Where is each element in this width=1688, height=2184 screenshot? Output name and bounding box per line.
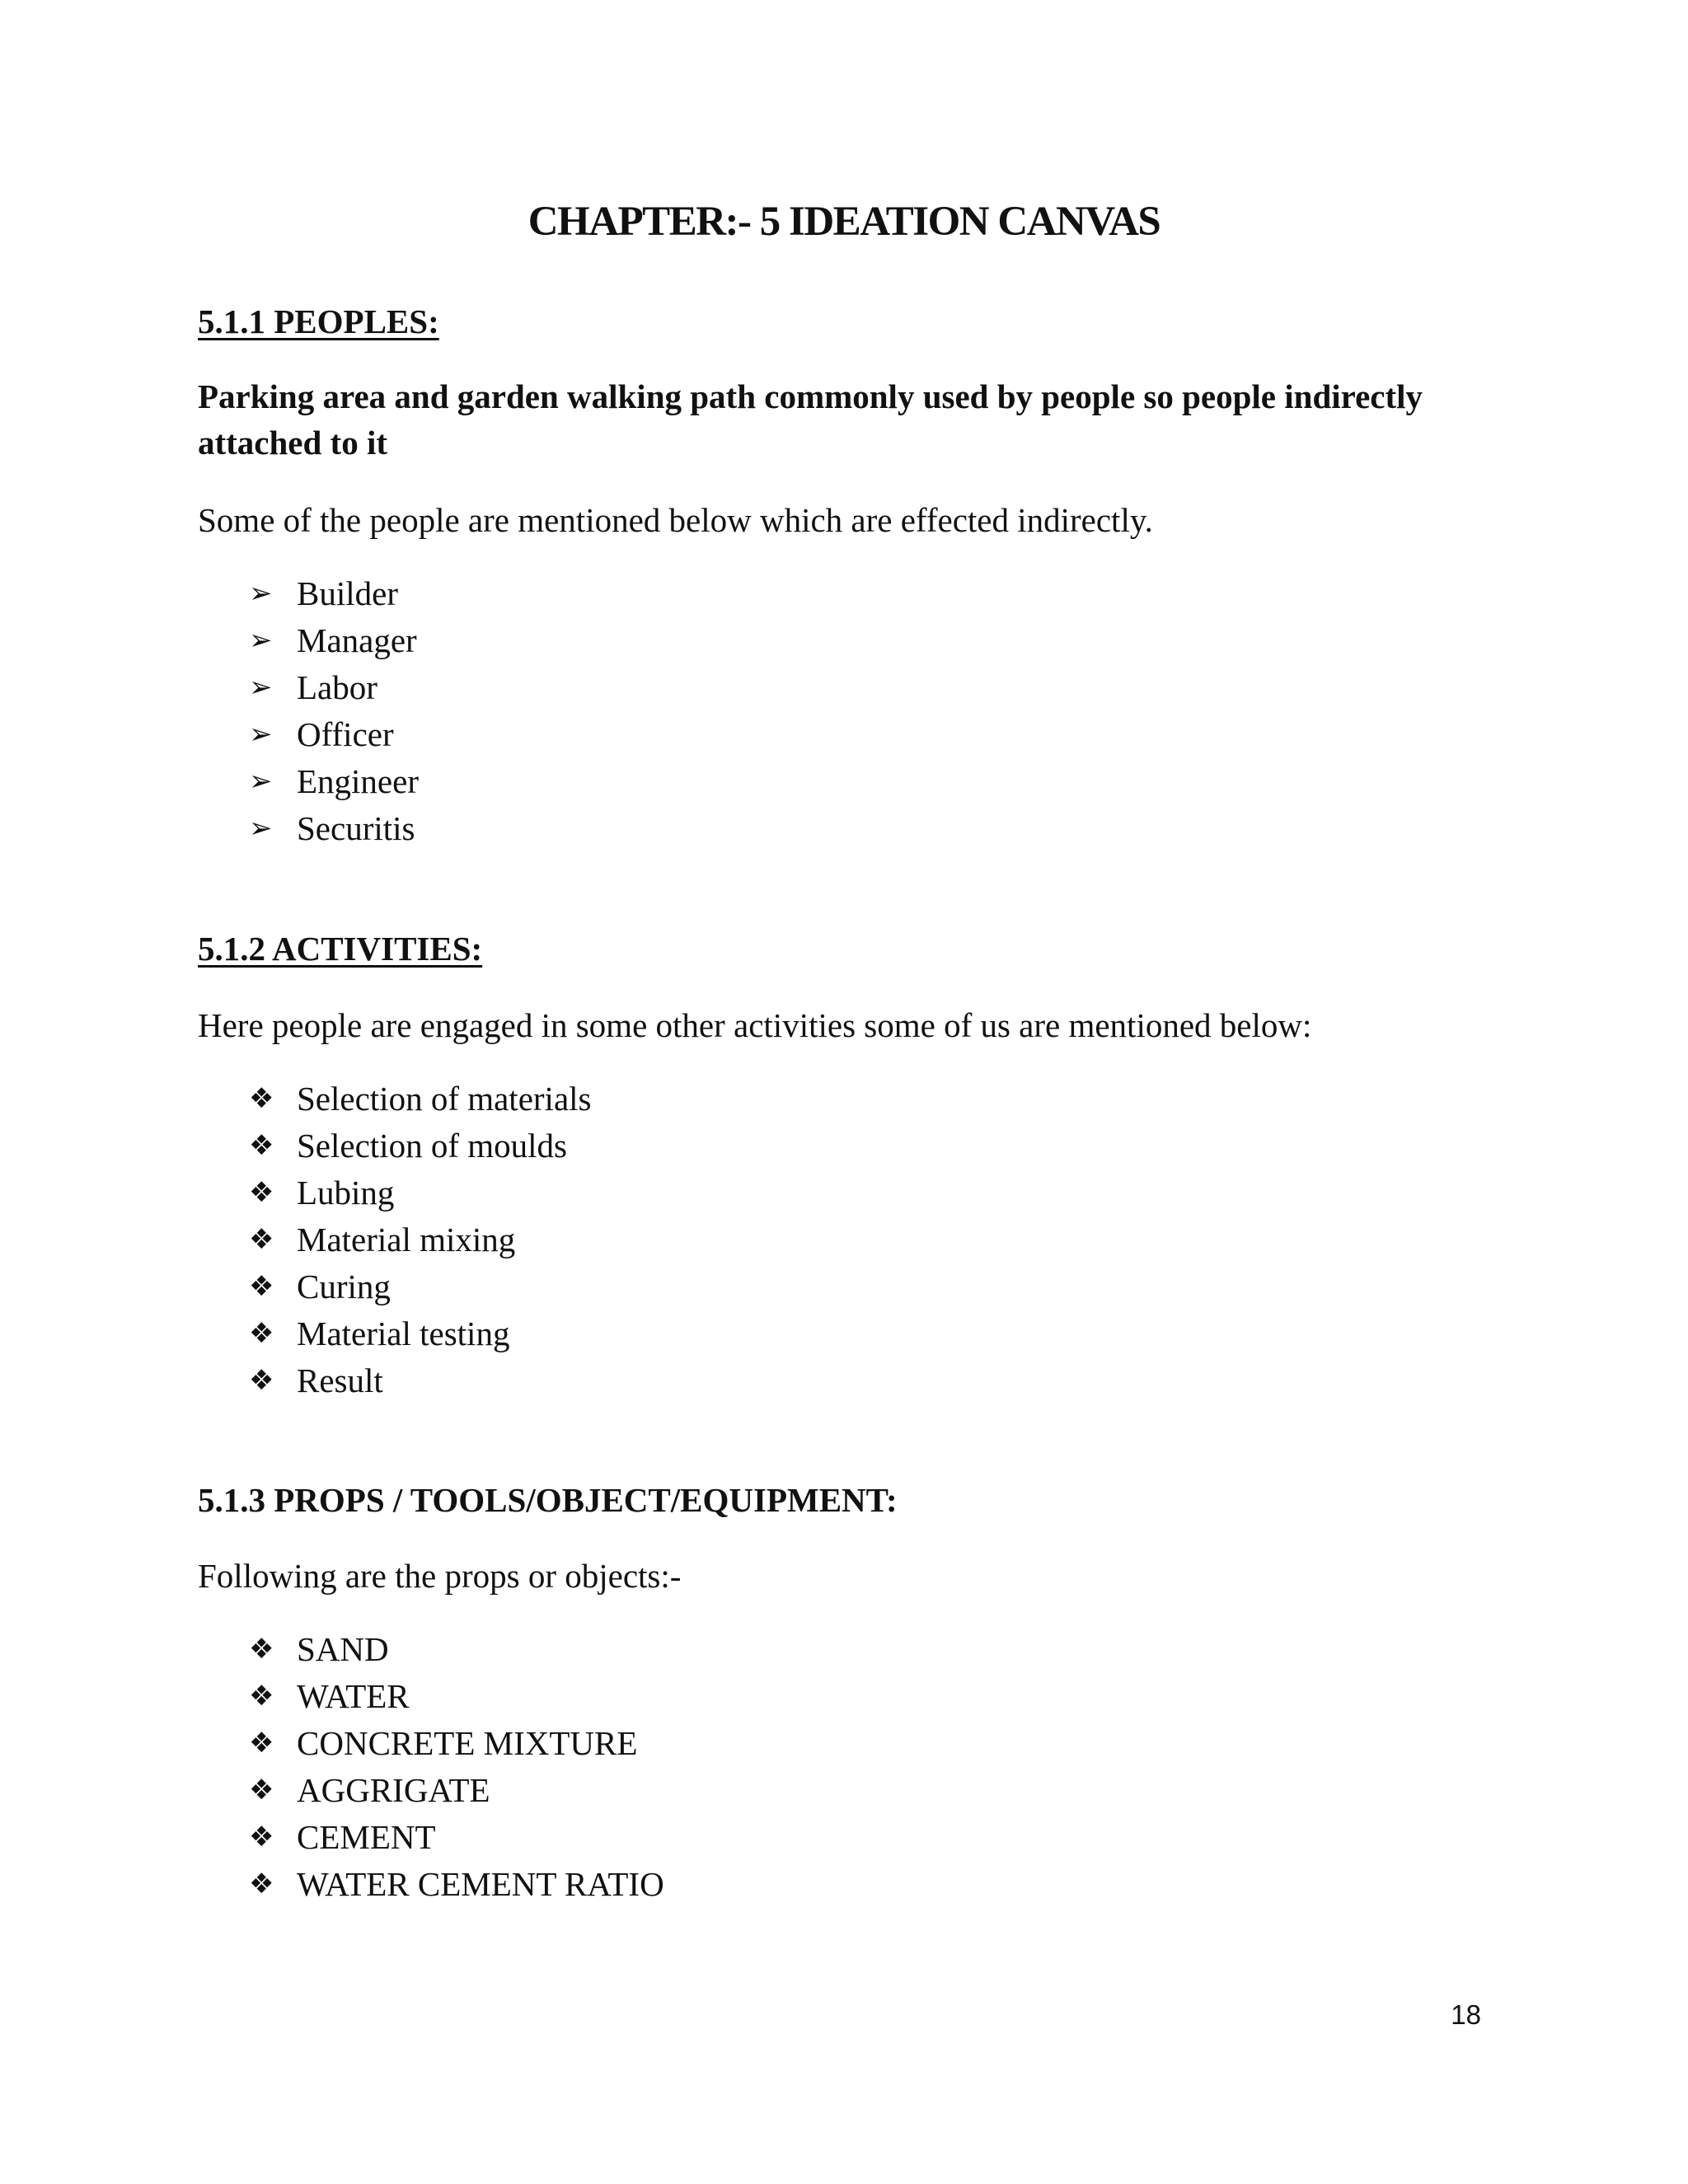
list-item (249, 805, 419, 852)
list-item (249, 1720, 664, 1767)
four-diamond-bullet-icon: ❖ (249, 1223, 274, 1256)
list-item (249, 1814, 664, 1861)
list-item-label: Manager (297, 621, 417, 659)
list-item-label: Selection of moulds (297, 1127, 567, 1165)
list-item (249, 1310, 592, 1357)
four-diamond-bullet-icon: ❖ (249, 1680, 274, 1713)
list-item-label: Engineer (297, 762, 419, 800)
list-item (249, 1767, 664, 1814)
list-item (249, 1076, 592, 1122)
four-diamond-bullet-icon: ❖ (249, 1082, 274, 1115)
list-item (249, 1673, 664, 1720)
four-diamond-bullet-icon: ❖ (249, 1868, 274, 1900)
four-diamond-bullet-icon: ❖ (249, 1727, 274, 1760)
arrowhead-bullet-icon: ➢ (249, 671, 273, 704)
list-item-label: Labor (297, 668, 377, 706)
four-diamond-bullet-icon: ❖ (249, 1176, 274, 1209)
four-diamond-bullet-icon: ❖ (249, 1270, 274, 1303)
list-item-label: CEMENT (297, 1818, 436, 1856)
arrowhead-bullet-icon: ➢ (249, 718, 273, 751)
arrowhead-bullet-icon: ➢ (249, 812, 273, 845)
list-item-label: Officer (297, 715, 394, 753)
peoples-intro: Some of the people are mentioned below which are effected indirectly. (198, 501, 1153, 539)
list-item (249, 1263, 592, 1310)
list-item (249, 1216, 592, 1263)
four-diamond-bullet-icon: ❖ (249, 1129, 274, 1162)
list-item (249, 1357, 592, 1404)
arrowhead-bullet-icon: ➢ (249, 577, 273, 610)
arrowhead-bullet-icon: ➢ (249, 624, 273, 657)
arrowhead-bullet-icon: ➢ (249, 765, 273, 798)
list-item-label: Curing (297, 1268, 391, 1305)
list-item (249, 758, 419, 805)
section-heading-peoples: 5.1.1 PEOPLES: (198, 302, 439, 340)
list-item-label: Lubing (297, 1174, 395, 1212)
section-heading-props: 5.1.3 PROPS / TOOLS/OBJECT/EQUIPMENT: (198, 1481, 898, 1519)
list-item (249, 664, 419, 711)
activities-list (249, 1076, 592, 1404)
peoples-list (249, 570, 419, 852)
activities-intro: Here people are engaged in some other activities some of us are mentioned below: (198, 1006, 1312, 1044)
four-diamond-bullet-icon: ❖ (249, 1317, 274, 1350)
list-item-label: Selection of materials (297, 1080, 592, 1118)
list-item-label: CONCRETE MIXTURE (297, 1724, 638, 1762)
list-item (249, 570, 419, 617)
list-item-label: Builder (297, 574, 398, 612)
four-diamond-bullet-icon: ❖ (249, 1774, 274, 1807)
section-heading-activities: 5.1.2 ACTIVITIES: (198, 930, 483, 968)
list-item-label: Result (297, 1361, 383, 1399)
peoples-intro-bold: Parking area and garden walking path commonly used by people so people indirectly attached to it (198, 377, 1423, 462)
list-item-label: Material mixing (297, 1221, 516, 1258)
props-list (249, 1626, 664, 1908)
list-item-label: WATER CEMENT RATIO (297, 1865, 664, 1903)
list-item (249, 1626, 664, 1673)
list-item (249, 711, 419, 758)
four-diamond-bullet-icon: ❖ (249, 1633, 274, 1666)
four-diamond-bullet-icon: ❖ (249, 1821, 274, 1854)
four-diamond-bullet-icon: ❖ (249, 1364, 274, 1397)
chapter-title: CHAPTER:- 5 IDEATION CANVAS (528, 199, 1160, 245)
list-item-label: Material testing (297, 1315, 510, 1352)
list-item (249, 1861, 664, 1908)
list-item-label: SAND (297, 1630, 389, 1668)
list-item (249, 617, 419, 664)
list-item (249, 1169, 592, 1216)
list-item-label: Securitis (297, 809, 415, 847)
page-number: 18 (1451, 1999, 1481, 2030)
list-item-label: AGGRIGATE (297, 1771, 490, 1809)
list-item-label: WATER (297, 1677, 410, 1715)
list-item (249, 1122, 592, 1169)
props-intro: Following are the props or objects:- (198, 1557, 682, 1595)
